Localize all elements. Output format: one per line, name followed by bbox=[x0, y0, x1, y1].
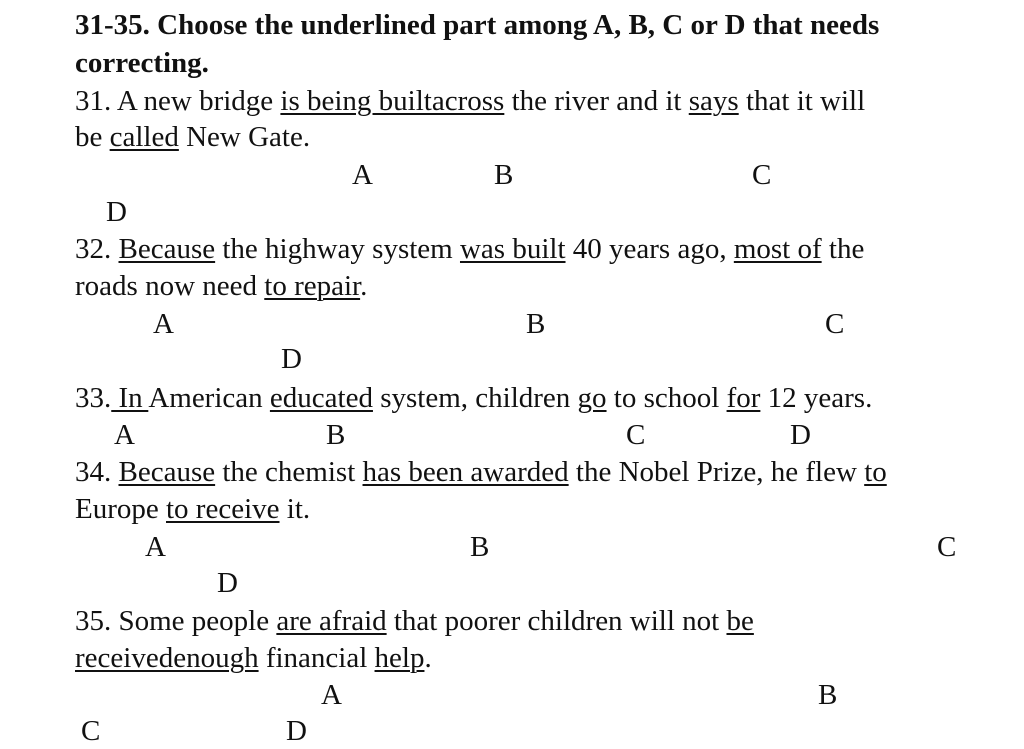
underlined-option-c: most of bbox=[733, 233, 822, 265]
underlined-option-c: to bbox=[864, 456, 887, 488]
question-text: A new bridge bbox=[116, 85, 281, 117]
q31-option-a-label: A bbox=[352, 159, 373, 191]
question-text: . bbox=[360, 270, 368, 302]
question-text: to school bbox=[606, 382, 727, 414]
question-text: 12 years. bbox=[760, 382, 873, 414]
question-text: 40 years ago, bbox=[565, 233, 734, 265]
question-31-line-1 bbox=[75, 83, 865, 119]
underlined-option-c: receivedenough bbox=[75, 642, 259, 674]
question-text: that it will bbox=[738, 85, 866, 117]
q32-option-d-label: D bbox=[281, 343, 302, 375]
underlined-option-a: Because bbox=[118, 456, 216, 488]
question-text: the bbox=[821, 233, 865, 265]
underlined-option-a: In bbox=[111, 382, 149, 414]
q33-option-a-label: A bbox=[114, 419, 135, 451]
question-number: 34. bbox=[75, 456, 112, 488]
question-32-line-2 bbox=[75, 268, 367, 304]
question-35-line-1 bbox=[75, 603, 754, 639]
question-text: American bbox=[148, 382, 270, 414]
question-text: that poorer children will not bbox=[386, 605, 727, 637]
question-32-line-1 bbox=[75, 231, 864, 267]
underlined-option-d: for bbox=[726, 382, 761, 414]
question-text: the highway system bbox=[215, 233, 460, 265]
q34-option-c-label: C bbox=[937, 531, 957, 563]
question-text: be bbox=[75, 121, 110, 153]
underlined-option-b: be bbox=[726, 605, 754, 637]
q32-option-b-label: B bbox=[526, 308, 546, 340]
question-33-line-1 bbox=[75, 380, 872, 416]
question-34-line-1 bbox=[75, 454, 887, 490]
underlined-option-c: called bbox=[109, 121, 179, 153]
question-text: the chemist bbox=[215, 456, 363, 488]
underlined-option-d: help bbox=[374, 642, 425, 674]
question-text: financial bbox=[258, 642, 375, 674]
q35-option-c-label: C bbox=[81, 715, 101, 747]
q31-option-b-label: B bbox=[494, 159, 514, 191]
instruction-heading-line-2: correcting. bbox=[75, 47, 209, 79]
question-31-line-2 bbox=[75, 119, 310, 155]
question-text: . bbox=[424, 642, 432, 674]
question-text: New Gate. bbox=[178, 121, 311, 153]
underlined-option-a: Because bbox=[118, 233, 216, 265]
underlined-option-d: to receive bbox=[166, 493, 280, 525]
underlined-option-b: educated bbox=[269, 382, 373, 414]
q33-option-b-label: B bbox=[326, 419, 346, 451]
q33-option-d-label: D bbox=[790, 419, 811, 451]
underlined-option-c: go bbox=[577, 382, 607, 414]
q31-option-d-label: D bbox=[106, 196, 127, 228]
q33-option-c-label: C bbox=[626, 419, 646, 451]
underlined-option-b: has been awarded bbox=[362, 456, 569, 488]
question-number: 31. bbox=[75, 85, 112, 117]
q35-option-a-label: A bbox=[321, 679, 342, 711]
underlined-option-d: to repair bbox=[264, 270, 361, 302]
question-text: Europe bbox=[75, 493, 166, 525]
question-34-line-2 bbox=[75, 491, 310, 527]
q32-option-a-label: A bbox=[153, 308, 174, 340]
question-number: 35. bbox=[75, 605, 112, 637]
instruction-heading-line-1: 31-35. Choose the underlined part among A, B, C or D that needs bbox=[75, 9, 880, 41]
underlined-option-b: says bbox=[688, 85, 739, 117]
underlined-option-b: was built bbox=[459, 233, 566, 265]
underlined-option-a: is being builtacross bbox=[280, 85, 505, 117]
question-text: system, children bbox=[372, 382, 578, 414]
q35-option-d-label: D bbox=[286, 715, 307, 747]
question-text: Some people bbox=[118, 605, 277, 637]
q31-option-c-label: C bbox=[752, 159, 772, 191]
question-text: it. bbox=[279, 493, 311, 525]
q34-option-a-label: A bbox=[145, 531, 166, 563]
q34-option-d-label: D bbox=[217, 567, 238, 599]
question-text: the river and it bbox=[504, 85, 689, 117]
question-text: the Nobel Prize, he flew bbox=[568, 456, 865, 488]
q34-option-b-label: B bbox=[470, 531, 490, 563]
question-text: roads now need bbox=[75, 270, 265, 302]
q32-option-c-label: C bbox=[825, 308, 845, 340]
question-number: 32. bbox=[75, 233, 112, 265]
q35-option-b-label: B bbox=[818, 679, 838, 711]
question-number: 33. bbox=[75, 382, 112, 414]
question-35-line-2 bbox=[75, 640, 432, 676]
underlined-option-a: are afraid bbox=[276, 605, 387, 637]
